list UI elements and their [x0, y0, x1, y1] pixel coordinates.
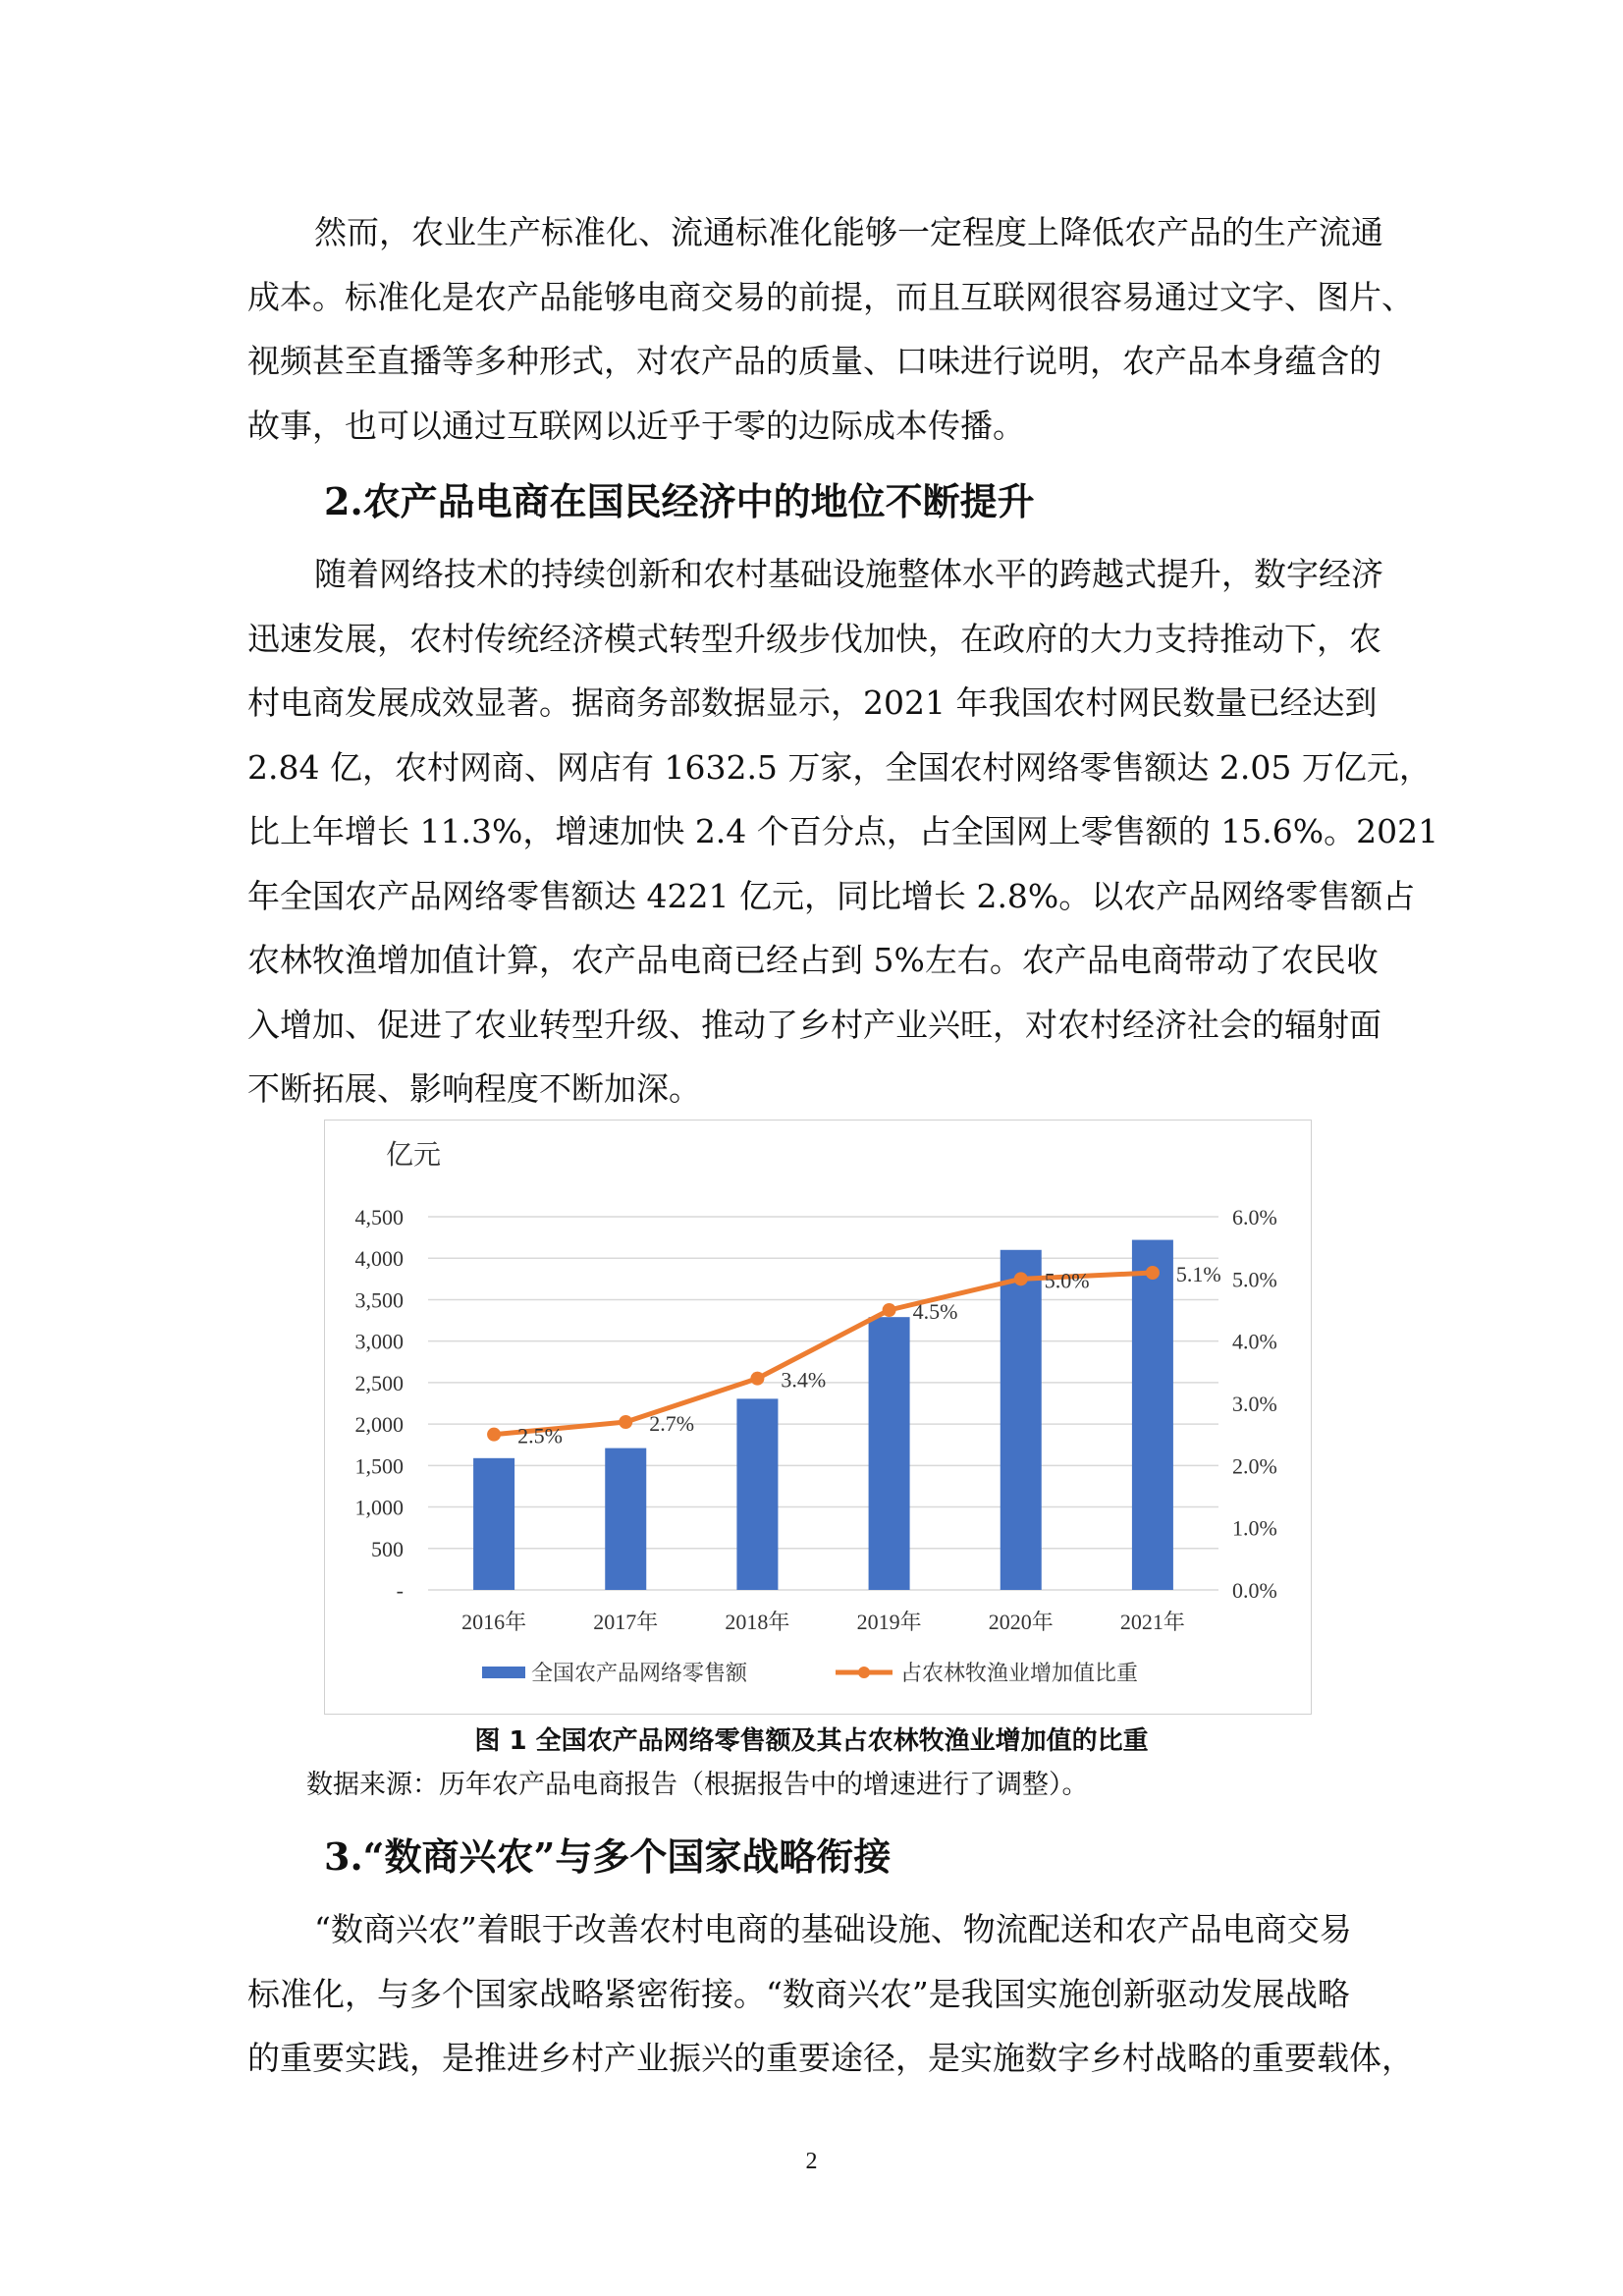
legend-label: 占农林牧渔业增加值比重: [900, 1661, 1139, 1685]
y-axis-label: 亿元: [386, 1139, 442, 1170]
text-line: 成本。标准化是农产品能够电商交易的前提，而且互联网很容易通过文字、图片、: [247, 277, 1414, 316]
y-tick-label: 4,500: [354, 1205, 404, 1230]
line-series: [494, 1273, 1153, 1435]
data-label: 2.5%: [517, 1423, 563, 1449]
x-tick-label: 2018年: [725, 1610, 790, 1634]
line-point: [883, 1303, 896, 1317]
data-label: 2.7%: [649, 1411, 695, 1436]
text-line: 入增加、促进了农业转型升级、推动了乡村产业兴旺，对农村经济社会的辐射面: [247, 1005, 1381, 1044]
line-point: [1146, 1266, 1160, 1280]
text-line: 不断拓展、影响程度不断加深。: [247, 1069, 701, 1108]
text-line: 的重要实践，是推进乡村产业振兴的重要途径，是实施数字乡村战略的重要载体，: [247, 2039, 1414, 2077]
y-tick-label: 3,500: [354, 1287, 404, 1313]
figure-caption: 图 1 全国农产品网络零售额及其占农林牧渔业增加值的比重: [474, 1726, 1149, 1756]
x-tick-label: 2017年: [593, 1610, 659, 1634]
legend-swatch-bar: [482, 1667, 525, 1678]
line-point: [1014, 1272, 1028, 1285]
data-label: 4.5%: [912, 1299, 958, 1324]
legend-marker: [858, 1667, 870, 1678]
y-tick-label: 4,000: [354, 1246, 404, 1272]
combo-chart: [325, 1121, 1310, 1713]
text-line: 2.84 亿，农村网商、网店有 1632.5 万家，全国农村网络零售额达 2.05 万亿元，: [247, 747, 1432, 787]
data-label: 3.4%: [781, 1367, 827, 1393]
bar: [473, 1458, 514, 1590]
x-tick-label: 2020年: [988, 1610, 1054, 1634]
y2-tick-label: 5.0%: [1232, 1267, 1277, 1292]
paragraph-ecommerce-status: [247, 542, 1439, 1121]
text-line: 故事，也可以通过互联网以近乎于零的边际成本传播。: [247, 406, 1025, 445]
text-line: 比上年增长 11.3%，增速加快 2.4 个百分点，占全国网上零售额的 15.6%。2021: [247, 812, 1439, 850]
text-line: 年全国农产品网络零售额达 4221 亿元，同比增长 2.8%。以农产品网络零售额占: [247, 876, 1416, 915]
section-heading-3: 3.“数商兴农”与多个国家战略衔接: [324, 1834, 892, 1879]
line-point: [619, 1415, 632, 1429]
bar: [869, 1317, 910, 1590]
section-heading-2: 2.农产品电商在国民经济中的地位不断提升: [324, 479, 1035, 523]
x-tick-label: 2019年: [856, 1610, 922, 1634]
legend-label: 全国农产品网络零售额: [531, 1661, 748, 1685]
paragraph-strategy: [247, 1897, 1414, 2091]
y2-tick-label: 0.0%: [1232, 1578, 1277, 1603]
y-tick-label: 1,000: [354, 1495, 404, 1520]
y2-tick-label: 6.0%: [1232, 1205, 1277, 1230]
text-line: “数商兴农”着眼于改善农村电商的基础设施、物流配送和农产品电商交易: [314, 1910, 1352, 1948]
y-tick-label: -: [396, 1578, 404, 1603]
y2-tick-label: 4.0%: [1232, 1329, 1277, 1354]
bar: [1001, 1250, 1042, 1590]
text-line: 然而，农业生产标准化、流通标准化能够一定程度上降低农产品的生产流通: [314, 213, 1383, 251]
text-line: 农林牧渔增加值计算，农产品电商已经占到 5%左右。农产品电商带动了农民收: [247, 941, 1379, 979]
text-line: 迅速发展，农村传统经济模式转型升级步伐加快，在政府的大力支持推动下，农: [247, 619, 1381, 658]
line-point: [487, 1428, 501, 1442]
data-label: 5.0%: [1044, 1268, 1090, 1293]
y-tick-label: 2,000: [354, 1412, 404, 1438]
y2-tick-label: 1.0%: [1232, 1515, 1277, 1541]
data-label: 5.1%: [1175, 1262, 1221, 1286]
x-tick-label: 2016年: [461, 1610, 527, 1634]
paragraph-standardization: [247, 200, 1414, 458]
y2-tick-label: 2.0%: [1232, 1453, 1277, 1479]
text-line: 村电商发展成效显著。据商务部数据显示，2021 年我国农村网民数量已经达到: [247, 683, 1378, 722]
bar: [605, 1449, 646, 1590]
y2-tick-label: 3.0%: [1232, 1392, 1277, 1416]
data-source-note: 数据来源：历年农产品电商报告（根据报告中的增速进行了调整）。: [306, 1770, 1089, 1800]
y-tick-label: 1,500: [354, 1453, 404, 1479]
chart-container: [324, 1120, 1312, 1715]
bar: [1132, 1240, 1173, 1590]
text-line: 标准化，与多个国家战略紧密衔接。“数商兴农”是我国实施创新驱动发展战略: [247, 1974, 1350, 2013]
y-tick-label: 3,000: [354, 1329, 404, 1354]
line-point: [750, 1372, 764, 1386]
y-tick-label: 2,500: [354, 1370, 404, 1395]
text-line: 视频甚至直播等多种形式，对农产品的质量、口味进行说明，农产品本身蕴含的: [247, 342, 1381, 380]
bar: [736, 1398, 778, 1590]
page-number: 2: [805, 2149, 818, 2174]
x-tick-label: 2021年: [1119, 1610, 1185, 1634]
text-line: 随着网络技术的持续创新和农村基础设施整体水平的跨越式提升，数字经济: [314, 555, 1383, 593]
y-tick-label: 500: [371, 1536, 404, 1561]
